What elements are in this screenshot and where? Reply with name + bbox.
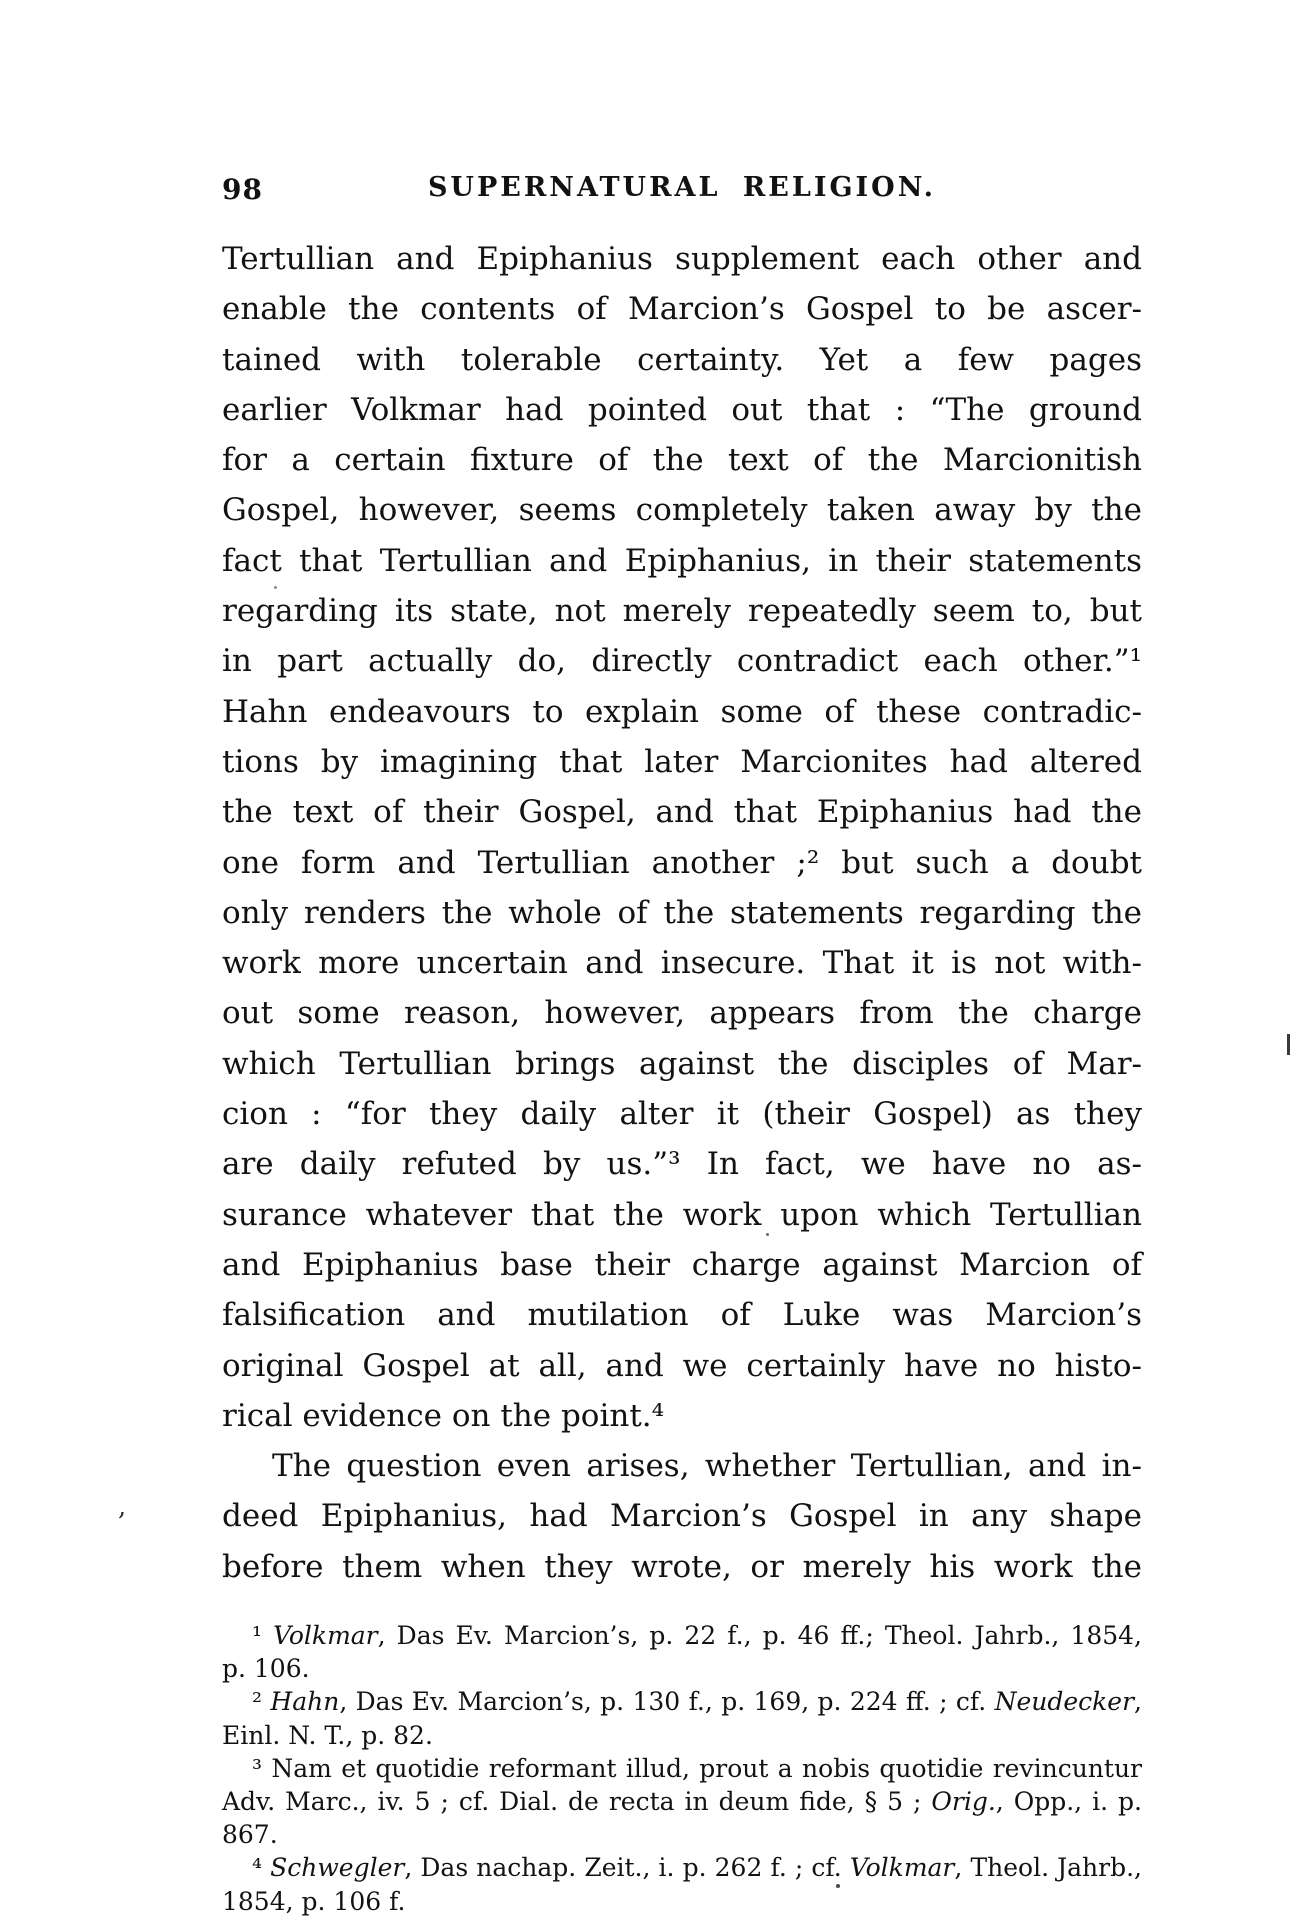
body-line: in part actually do, directly contradict each other.”¹ bbox=[222, 643, 1142, 680]
footnote-block bbox=[222, 1619, 1142, 1918]
page-number: 98 bbox=[222, 173, 263, 206]
footnote-text: , Das Ev. Marcion’s, p. 130 f., p. 169, p. 224 ff. ; cf. bbox=[339, 1687, 995, 1717]
footnote-text: Adv. Marc., iv. 5 ; cf. Dial. de recta in deum fide, § 5 ; bbox=[222, 1787, 932, 1817]
footnote-line bbox=[222, 1785, 1142, 1851]
body-line: Tertullian and Epiphanius supplement each other and bbox=[222, 241, 1142, 277]
footnote-line bbox=[222, 1719, 1142, 1752]
footnote-marker: ⁴ bbox=[252, 1853, 271, 1883]
footnote-line bbox=[222, 1685, 1142, 1718]
body-line: which Tertullian brings against the disciples of Mar- bbox=[222, 1045, 1142, 1082]
footnote-3 bbox=[222, 1752, 1142, 1852]
footnote-text: Hahn bbox=[270, 1687, 340, 1717]
body-line: enable the contents of Marcion’s Gospel to be ascer- bbox=[222, 291, 1142, 328]
stray-ink-dot bbox=[274, 586, 277, 589]
footnote-line bbox=[222, 1619, 1142, 1652]
footnote-text: , Das nachap. Zeit., i. p. 262 f. ; cf. bbox=[404, 1853, 850, 1883]
body-line: original Gospel at all, and we certainly have no histo- bbox=[222, 1347, 1142, 1384]
stray-ink-dot bbox=[836, 1884, 840, 1888]
body-line: before them when they wrote, or merely his work the bbox=[222, 1548, 1142, 1585]
running-title: SUPERNATURAL RELIGION. bbox=[427, 172, 937, 203]
body-line: only renders the whole of the statements regarding the bbox=[222, 894, 1142, 931]
footnote-marker: ¹ bbox=[252, 1621, 274, 1650]
body-line: tained with tolerable certainty. Yet a few pages bbox=[222, 341, 1142, 378]
body-line: work more uncertain and insecure. That it is not with- bbox=[222, 945, 1142, 982]
body-line: The question even arises, whether Tertullian, and in- bbox=[272, 1448, 1142, 1485]
footnote-text: , Das Ev. Marcion’s, p. 22 f., p. 46 ff.; Theol. Jahrb., 1854, bbox=[377, 1621, 1143, 1650]
body-line: for a certain fixture of the text of the Marcionitish bbox=[222, 442, 1142, 479]
stray-ink-bar bbox=[1287, 1034, 1290, 1055]
body-line: regarding its state, not merely repeatedly seem to, but bbox=[222, 593, 1142, 630]
body-line: the text of their Gospel, and that Epiphanius had the bbox=[222, 794, 1142, 831]
footnote-line bbox=[222, 1885, 1142, 1918]
footnote-text: Volkmar bbox=[273, 1621, 378, 1650]
footnote-text: , Opp., i. p. 867. bbox=[222, 1787, 1142, 1850]
footnote-text: Volkmar bbox=[849, 1853, 955, 1883]
body-text-block bbox=[222, 234, 1142, 1592]
body-line: cion : “for they daily alter it (their Gospel) as they bbox=[222, 1096, 1142, 1133]
footnote-text: , bbox=[1134, 1687, 1142, 1717]
running-head bbox=[222, 172, 1142, 208]
footnote-text: 1854, p. 106 f. bbox=[222, 1886, 406, 1916]
footnote-text: p. 106. bbox=[222, 1654, 310, 1684]
footnote-2 bbox=[222, 1685, 1142, 1751]
body-line: and Epiphanius base their charge against Marcion of bbox=[222, 1246, 1142, 1283]
body-line: fact that Tertullian and Epiphanius, in their statements bbox=[222, 542, 1142, 579]
footnote-text: Einl. N. T., p. 82. bbox=[222, 1720, 433, 1750]
stray-ink-dot bbox=[766, 1233, 769, 1236]
stray-ink-comma: , bbox=[118, 1492, 127, 1522]
footnote-text: Schwegler bbox=[270, 1853, 405, 1883]
body-line: rical evidence on the point.⁴ bbox=[222, 1397, 665, 1434]
body-line: surance whatever that the work upon which Tertullian bbox=[222, 1196, 1142, 1233]
footnote-1 bbox=[222, 1619, 1142, 1685]
footnote-4 bbox=[222, 1851, 1142, 1917]
body-line: Hahn endeavours to explain some of these contradic- bbox=[222, 693, 1142, 730]
body-line: out some reason, however, appears from the charge bbox=[222, 995, 1142, 1032]
footnote-text: ³ Nam et quotidie reformant illud, prout a nobis quotidie revincuntur bbox=[252, 1753, 1142, 1783]
body-line: earlier Volkmar had pointed out that : “The ground bbox=[222, 391, 1142, 428]
footnote-text: Orig. bbox=[931, 1787, 996, 1817]
footnote-marker: ² bbox=[252, 1687, 271, 1717]
footnote-text: , Theol. Jahrb., bbox=[954, 1853, 1142, 1883]
body-line: falsification and mutilation of Luke was Marcion’s bbox=[222, 1297, 1142, 1334]
footnote-line bbox=[222, 1652, 1142, 1685]
footnote-text: Neudecker bbox=[994, 1687, 1135, 1717]
body-line: are daily refuted by us.”³ In fact, we have no as- bbox=[222, 1146, 1142, 1183]
footnote-line bbox=[222, 1752, 1142, 1785]
body-line: deed Epiphanius, had Marcion’s Gospel in any shape bbox=[222, 1498, 1142, 1535]
body-line: tions by imagining that later Marcionites had altered bbox=[222, 743, 1142, 780]
body-line: Gospel, however, seems completely taken away by the bbox=[222, 492, 1142, 529]
footnote-line bbox=[222, 1851, 1142, 1884]
body-line: one form and Tertullian another ;² but such a doubt bbox=[222, 844, 1142, 881]
